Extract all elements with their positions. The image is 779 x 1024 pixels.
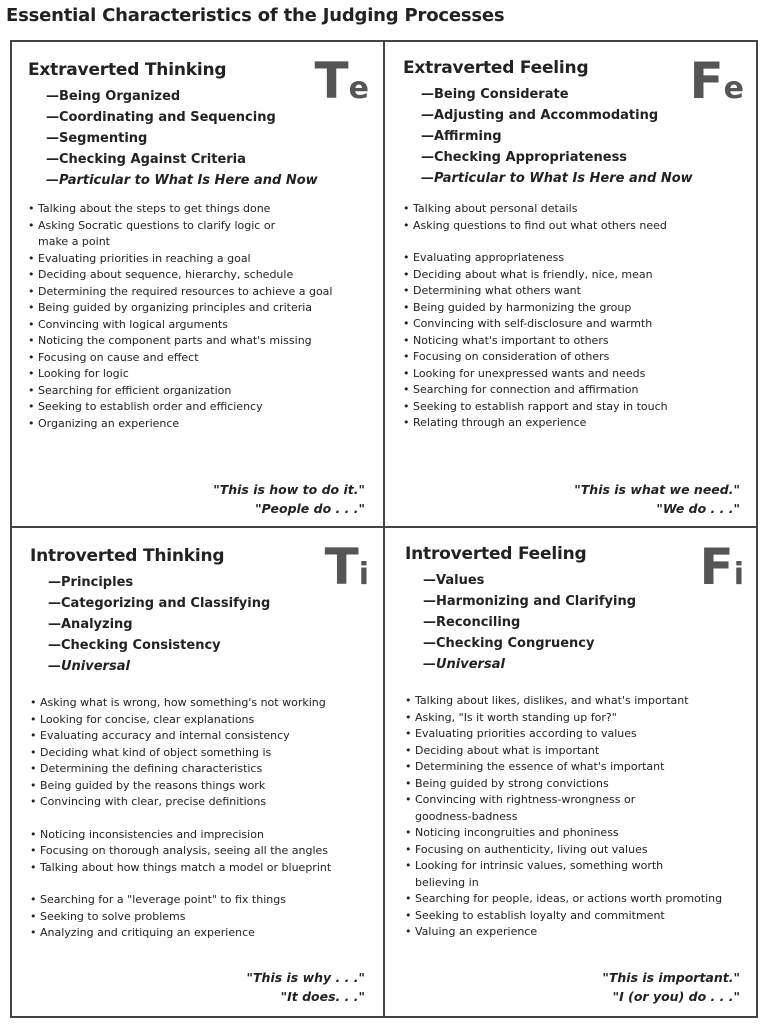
quote-line: "It does. . ."	[280, 989, 365, 1004]
list-item: • Determining what others want	[403, 283, 738, 300]
characteristics-list	[30, 827, 370, 877]
quadrant-introverted-thinking	[12, 528, 383, 1018]
characteristics-list	[30, 892, 365, 942]
list-item: • Being guided by organizing principles and criteria	[28, 300, 353, 317]
process-item: —Reconciling	[423, 615, 521, 630]
process-symbol	[314, 52, 369, 110]
list-item: • Determining the essence of what's important	[405, 759, 735, 776]
list-item: • Being guided by strong convictions	[405, 776, 735, 793]
process-item: —Universal	[423, 657, 505, 672]
list-item: • Looking for concise, clear explanations	[30, 712, 365, 729]
list-item: • Talking about the steps to get things done	[28, 201, 353, 218]
symbol-subscript: i	[733, 557, 744, 592]
list-item: • Convincing with rightness-wrongness or goodness-badness	[405, 792, 650, 825]
quote-line: "This is why . . ."	[246, 970, 365, 985]
process-symbol	[699, 538, 744, 596]
list-item: • Being guided by the reasons things work	[30, 778, 365, 795]
quadrant-title: Extraverted Thinking	[28, 60, 227, 80]
characteristics-list	[403, 250, 738, 432]
process-item: —Universal	[48, 659, 130, 674]
list-item: • Noticing the component parts and what's missing	[28, 333, 353, 350]
process-item: —Checking Consistency	[48, 638, 221, 653]
list-item: • Evaluating appropriateness	[403, 250, 738, 267]
list-item: • Determining the defining characteristics	[30, 761, 365, 778]
process-item: —Coordinating and Sequencing	[46, 110, 276, 125]
symbol-letter: T	[324, 538, 359, 596]
symbol-subscript: e	[348, 71, 369, 106]
list-item: • Looking for logic	[28, 366, 353, 383]
quadrant-title: Introverted Feeling	[405, 544, 587, 564]
list-item: • Seeking to establish rapport and stay in touch	[403, 399, 738, 416]
list-item: • Talking about personal details	[403, 201, 738, 218]
list-item: • Noticing inconsistencies and imprecision	[30, 827, 370, 844]
quote-line: "This is what we need."	[574, 482, 740, 497]
quote-line: "This is how to do it."	[213, 482, 365, 497]
list-item: • Asking Socratic questions to clarify logic or make a point	[28, 218, 283, 251]
list-item: • Looking for intrinsic values, something worth believing in	[405, 858, 690, 891]
quote-line: "We do . . ."	[656, 501, 740, 516]
process-item: —Checking Congruency	[423, 636, 595, 651]
quote-line: "This is important."	[602, 970, 740, 985]
list-item: • Searching for efficient organization	[28, 383, 353, 400]
list-item: • Relating through an experience	[403, 415, 738, 432]
process-item: —Being Organized	[46, 89, 181, 104]
list-item: • Evaluating priorities according to values	[405, 726, 735, 743]
list-item: • Asking what is wrong, how something's not working	[30, 695, 365, 712]
list-item: • Evaluating accuracy and internal consistency	[30, 728, 365, 745]
quadrant-quote	[213, 480, 365, 518]
process-item: —Harmonizing and Clarifying	[423, 594, 637, 609]
symbol-letter: F	[699, 538, 734, 596]
list-item: • Seeking to solve problems	[30, 909, 365, 926]
process-symbol	[689, 52, 744, 110]
list-item: • Searching for people, ideas, or actions worth promoting	[405, 891, 735, 908]
process-item: —Particular to What Is Here and Now	[46, 173, 318, 188]
list-item: • Organizing an experience	[28, 416, 353, 433]
process-item: —Values	[423, 573, 485, 588]
list-item: • Focusing on thorough analysis, seeing all the angles	[30, 843, 370, 860]
list-item: • Seeking to establish loyalty and commitment	[405, 908, 735, 925]
symbol-subscript: i	[358, 557, 369, 592]
list-item: • Noticing what's important to others	[403, 333, 738, 350]
list-item: • Convincing with logical arguments	[28, 317, 353, 334]
quadrant-quote	[602, 968, 740, 1006]
quadrant-title: Introverted Thinking	[30, 546, 225, 566]
characteristics-list	[405, 693, 735, 941]
process-item: —Categorizing and Classifying	[48, 596, 271, 611]
list-item: • Evaluating priorities in reaching a goal	[28, 251, 353, 268]
characteristics-list	[30, 695, 365, 811]
quadrant-extraverted-thinking	[12, 42, 383, 526]
characteristics-grid	[10, 40, 758, 1018]
process-item: —Analyzing	[48, 617, 133, 632]
process-item: —Checking Appropriateness	[421, 150, 628, 165]
list-item: • Searching for a "leverage point" to fix things	[30, 892, 365, 909]
list-item: • Talking about likes, dislikes, and what's important	[405, 693, 735, 710]
quadrant-quote	[247, 968, 366, 1006]
process-item: —Being Considerate	[421, 87, 569, 102]
list-item: • Deciding what kind of object something is	[30, 745, 365, 762]
symbol-letter: T	[314, 52, 349, 110]
list-item: • Focusing on authenticity, living out values	[405, 842, 735, 859]
quote-line: "I (or you) do . . ."	[612, 989, 740, 1004]
symbol-letter: F	[689, 52, 724, 110]
quadrant-title: Extraverted Feeling	[403, 58, 589, 78]
list-item: • Noticing incongruities and phoniness	[405, 825, 735, 842]
process-item: —Affirming	[421, 129, 502, 144]
process-item: —Segmenting	[46, 131, 148, 146]
quote-line: "People do . . ."	[255, 501, 365, 516]
process-item: —Adjusting and Accommodating	[421, 108, 659, 123]
list-item: • Deciding about what is friendly, nice, mean	[403, 267, 738, 284]
list-item: • Convincing with self-disclosure and warmth	[403, 316, 738, 333]
list-item: • Determining the required resources to achieve a goal	[28, 284, 353, 301]
list-item: • Focusing on cause and effect	[28, 350, 353, 367]
list-item: • Convincing with clear, precise definitions	[30, 794, 365, 811]
symbol-subscript: e	[723, 71, 744, 106]
list-item: • Focusing on consideration of others	[403, 349, 738, 366]
list-item: • Asking, "Is it worth standing up for?"	[405, 710, 735, 727]
quadrant-quote	[574, 480, 740, 518]
list-item: • Asking questions to find out what others need	[403, 218, 738, 235]
process-item: —Particular to What Is Here and Now	[421, 171, 693, 186]
list-item: • Deciding about sequence, hierarchy, schedule	[28, 267, 353, 284]
list-item: • Seeking to establish order and efficiency	[28, 399, 353, 416]
quadrant-introverted-feeling	[385, 528, 758, 1018]
list-item: • Deciding about what is important	[405, 743, 735, 760]
quadrant-extraverted-feeling	[385, 42, 758, 526]
list-item: • Valuing an experience	[405, 924, 735, 941]
list-item: • Talking about how things match a model or blueprint	[30, 860, 370, 877]
process-item: —Checking Against Criteria	[46, 152, 246, 167]
characteristics-list	[403, 201, 738, 234]
list-item: • Looking for unexpressed wants and needs	[403, 366, 738, 383]
page-title: Essential Characteristics of the Judging Processes	[6, 5, 505, 26]
list-item: • Being guided by harmonizing the group	[403, 300, 738, 317]
list-item: • Analyzing and critiquing an experience	[30, 925, 365, 942]
process-symbol	[324, 538, 369, 596]
characteristics-list	[28, 201, 353, 432]
list-item: • Searching for connection and affirmation	[403, 382, 738, 399]
process-item: —Principles	[48, 575, 134, 590]
